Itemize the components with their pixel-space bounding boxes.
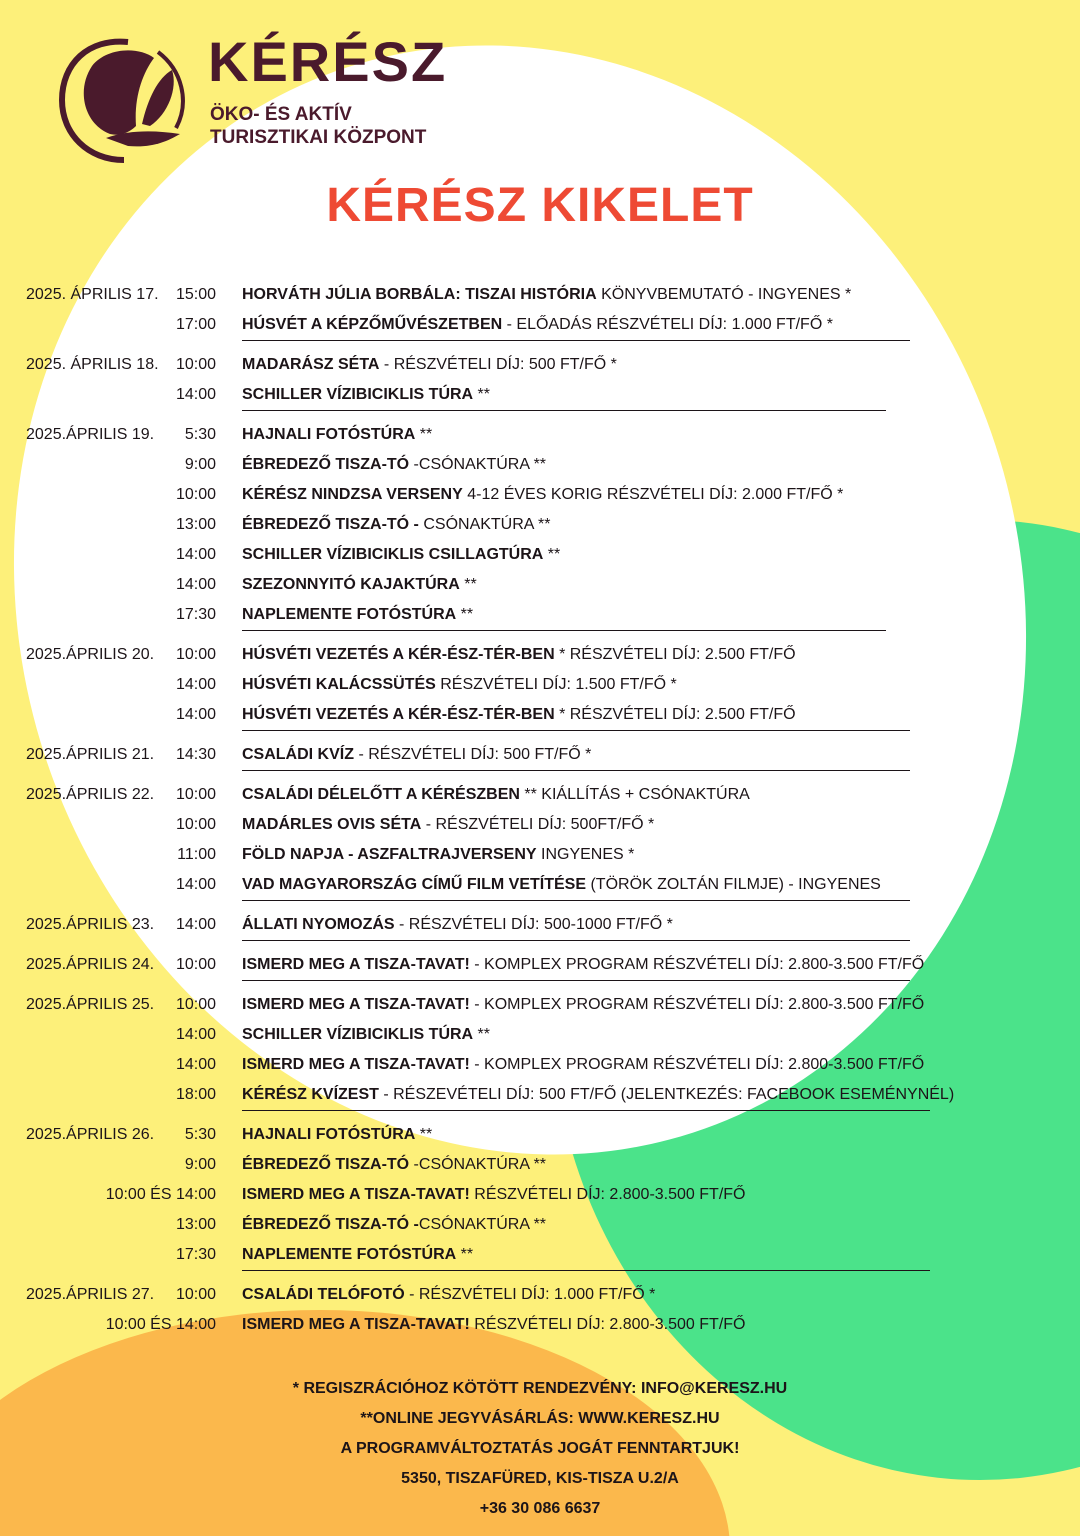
event-details: -CSÓNAKTÚRA **	[409, 456, 547, 473]
schedule-row	[0, 600, 1080, 630]
schedule-row	[0, 540, 1080, 570]
event-description	[242, 810, 654, 840]
event-description	[242, 310, 833, 340]
day-separator	[242, 340, 910, 341]
event-time: 10:00	[175, 356, 216, 373]
page-title: KÉRÉSZ KIKELET	[326, 179, 754, 232]
event-time: 14:30	[175, 746, 216, 763]
schedule-row	[0, 1020, 1080, 1050]
event-details: * RÉSZVÉTELI DÍJ: 2.500 FT/FŐ	[554, 706, 796, 723]
day-separator	[242, 1110, 930, 1111]
event-description	[242, 1020, 490, 1050]
event-time: 13:00	[175, 516, 216, 533]
event-title: MADÁRLES OVIS SÉTA	[242, 816, 422, 833]
event-time: 13:00	[175, 1216, 216, 1233]
schedule-row	[0, 510, 1080, 540]
event-details: RÉSZVÉTELI DÍJ: 1.500 FT/FŐ *	[435, 676, 677, 693]
event-description	[242, 420, 432, 450]
schedule-row	[0, 1240, 1080, 1270]
event-time: 10:00	[175, 786, 216, 803]
event-title: ÉBREDEZŐ TISZA-TÓ	[242, 456, 410, 473]
event-time: 14:00	[175, 386, 216, 403]
event-date: 2025.ÁPRILIS 25.	[26, 996, 155, 1013]
event-description	[242, 950, 924, 980]
event-details: - KOMPLEX PROGRAM RÉSZVÉTELI DÍJ: 2.800-3.500 FT/FŐ	[469, 956, 925, 973]
event-details: - KOMPLEX PROGRAM RÉSZVÉTELI DÍJ: 2.800-3.500 FT/FŐ	[469, 996, 925, 1013]
event-title: HÚSVÉTI VEZETÉS A KÉR-ÉSZ-TÉR-BEN	[242, 706, 555, 723]
event-time: 14:00	[175, 576, 216, 593]
event-description	[242, 450, 546, 480]
schedule-row	[0, 310, 1080, 340]
brand-subtitle	[210, 104, 426, 150]
event-title: HAJNALI FOTÓSTÚRA	[242, 426, 416, 443]
day-separator	[242, 900, 910, 901]
footer-line: +36 30 086 6637	[479, 1500, 601, 1517]
event-date: 2025.ÁPRILIS 20.	[26, 646, 155, 663]
event-description	[242, 510, 550, 540]
event-details: CSÓNAKTÚRA **	[418, 1216, 547, 1233]
schedule-row	[0, 670, 1080, 700]
event-date: 2025.ÁPRILIS 23.	[26, 916, 155, 933]
event-title: ÉBREDEZŐ TISZA-TÓ	[242, 1156, 410, 1173]
event-description	[242, 780, 750, 810]
event-details: **	[456, 1246, 474, 1263]
event-details: **	[415, 426, 433, 443]
event-details: - RÉSZVÉTELI DÍJ: 500 FT/FŐ *	[379, 356, 617, 373]
event-description	[242, 600, 473, 630]
schedule-row	[0, 1050, 1080, 1080]
event-time: 10:00	[175, 996, 216, 1013]
event-description	[242, 540, 560, 570]
event-description	[242, 380, 490, 410]
event-details: INGYENES *	[536, 846, 635, 863]
event-title: SZEZONNYITÓ KAJAKTÚRA	[242, 576, 460, 593]
event-time: 10:00	[175, 816, 216, 833]
schedule-row	[0, 480, 1080, 510]
event-date: 2025.ÁPRILIS 21.	[26, 746, 155, 763]
event-details: - RÉSZVÉTELI DÍJ: 1.000 FT/FŐ *	[404, 1286, 656, 1303]
event-description	[242, 840, 634, 870]
schedule-row	[0, 350, 1080, 380]
event-description	[242, 870, 881, 900]
day-separator	[242, 730, 910, 731]
event-time: 17:30	[175, 1246, 216, 1263]
brand-subtitle-line2: TURISZTIKAI KÖZPONT	[210, 126, 427, 148]
event-details: RÉSZVÉTELI DÍJ: 2.800-3.500 FT/FŐ	[469, 1186, 746, 1203]
event-description	[242, 1310, 745, 1340]
event-title: ISMERD MEG A TISZA-TAVAT!	[242, 956, 470, 973]
event-time: 10:00	[175, 646, 216, 663]
event-time: 14:00	[175, 1026, 216, 1043]
event-title: HÚSVÉTI VEZETÉS A KÉR-ÉSZ-TÉR-BEN	[242, 646, 555, 663]
event-description	[242, 1180, 745, 1210]
day-separator	[242, 940, 910, 941]
event-details: KÖNYVBEMUTATÓ - INGYENES *	[596, 286, 852, 303]
schedule-row	[0, 740, 1080, 770]
event-title: NAPLEMENTE FOTÓSTÚRA	[242, 1246, 457, 1263]
event-date: 2025.ÁPRILIS 22.	[26, 786, 155, 803]
event-details: CSÓNAKTÚRA **	[418, 516, 551, 533]
schedule-row	[0, 640, 1080, 670]
event-date: 2025. ÁPRILIS 18.	[26, 356, 159, 373]
event-description	[242, 280, 851, 310]
event-title: ISMERD MEG A TISZA-TAVAT!	[242, 1186, 470, 1203]
event-description	[242, 910, 673, 940]
schedule-row	[0, 810, 1080, 840]
event-time: 14:00	[175, 1056, 216, 1073]
brand-subtitle-line1: ÖKO- ÉS AKTÍV	[210, 104, 352, 125]
event-title: HÚSVÉTI KALÁCSSÜTÉS	[242, 676, 436, 693]
event-time: 9:00	[184, 1156, 216, 1173]
event-title: KÉRÉSZ NINDZSA VERSENY	[242, 486, 463, 503]
schedule-row	[0, 700, 1080, 730]
schedule-row	[0, 420, 1080, 450]
footer-line: * REGISZRÁCIÓHOZ KÖTÖTT RENDEZVÉNY: INFO@KERESZ.HU	[292, 1380, 788, 1397]
event-description	[242, 1280, 655, 1310]
event-details: **	[473, 386, 491, 403]
schedule-row	[0, 1210, 1080, 1240]
event-details: - RÉSZEVÉTELI DÍJ: 500 FT/FŐ (JELENTKEZÉS: FACEBOOK ESEMÉNYNÉL)	[378, 1086, 955, 1103]
event-details: RÉSZVÉTELI DÍJ: 2.800-3.500 FT/FŐ	[469, 1316, 746, 1333]
event-title: CSALÁDI TELÓFOTÓ	[242, 1286, 405, 1303]
event-time: 14:00	[175, 676, 216, 693]
footer-line: A PROGRAMVÁLTOZTATÁS JOGÁT FENNTARTJUK!	[340, 1440, 740, 1457]
event-details: - RÉSZVÉTELI DÍJ: 500FT/FŐ *	[421, 816, 655, 833]
butterfly-logo-icon	[58, 34, 193, 164]
event-description	[242, 740, 591, 770]
event-title: ÉBREDEZŐ TISZA-TÓ -	[242, 1216, 419, 1233]
event-time: 10:00 ÉS 14:00	[105, 1186, 216, 1203]
schedule-row	[0, 1280, 1080, 1310]
event-title: HÚSVÉT A KÉPZŐMŰVÉSZETBEN	[242, 316, 503, 333]
schedule-row	[0, 380, 1080, 410]
footer-line: 5350, TISZAFÜRED, KIS-TISZA U.2/A	[401, 1470, 679, 1487]
event-description	[242, 570, 477, 600]
event-details: - ELŐADÁS RÉSZVÉTELI DÍJ: 1.000 FT/FŐ *	[502, 316, 833, 333]
event-time: 15:00	[175, 286, 216, 303]
schedule-row	[0, 910, 1080, 940]
event-title: ISMERD MEG A TISZA-TAVAT!	[242, 1316, 470, 1333]
event-date: 2025.ÁPRILIS 26.	[26, 1126, 155, 1143]
event-title: VAD MAGYARORSZÁG CÍMŰ FILM VETÍTÉSE	[242, 876, 587, 893]
event-title: KÉRÉSZ KVÍZEST	[242, 1086, 379, 1103]
event-details: **	[543, 546, 561, 563]
event-time: 18:00	[175, 1086, 216, 1103]
event-description	[242, 700, 796, 730]
day-separator	[242, 1270, 930, 1271]
day-separator	[242, 770, 910, 771]
event-details: * RÉSZVÉTELI DÍJ: 2.500 FT/FŐ	[554, 646, 796, 663]
event-title: ISMERD MEG A TISZA-TAVAT!	[242, 996, 470, 1013]
schedule-row	[0, 870, 1080, 900]
event-time: 10:00	[175, 956, 216, 973]
schedule-row	[0, 1180, 1080, 1210]
event-description	[242, 670, 677, 700]
event-time: 14:00	[175, 706, 216, 723]
event-date: 2025. ÁPRILIS 17.	[26, 286, 159, 303]
event-description	[242, 1210, 546, 1240]
schedule-row	[0, 1310, 1080, 1340]
event-description	[242, 1120, 432, 1150]
event-time: 17:30	[175, 606, 216, 623]
event-description	[242, 1240, 473, 1270]
event-details: **	[459, 576, 477, 593]
day-separator	[242, 980, 910, 981]
event-title: HORVÁTH JÚLIA BORBÁLA: TISZAI HISTÓRIA	[242, 286, 597, 303]
event-title: SCHILLER VÍZIBICIKLIS CSILLAGTÚRA	[242, 546, 544, 563]
event-time: 5:30	[184, 1126, 216, 1143]
event-time: 9:00	[184, 456, 216, 473]
event-details: ** KIÁLLÍTÁS + CSÓNAKTÚRA	[519, 786, 750, 803]
event-time: 17:00	[175, 316, 216, 333]
event-title: SCHILLER VÍZIBICIKLIS TÚRA	[242, 1026, 474, 1043]
event-time: 10:00	[175, 1286, 216, 1303]
event-title: MADARÁSZ SÉTA	[242, 356, 380, 373]
event-description	[242, 480, 843, 510]
event-title: CSALÁDI DÉLELŐTT A KÉRÉSZBEN	[242, 786, 520, 803]
schedule-row	[0, 950, 1080, 980]
brand-name: KÉRÉSZ	[208, 30, 448, 93]
event-time: 14:00	[175, 916, 216, 933]
schedule-row	[0, 840, 1080, 870]
event-details: - RÉSZVÉTELI DÍJ: 500 FT/FŐ *	[354, 746, 592, 763]
day-separator	[242, 410, 886, 411]
event-details: -CSÓNAKTÚRA **	[409, 1156, 547, 1173]
event-date: 2025.ÁPRILIS 24.	[26, 956, 155, 973]
event-description	[242, 990, 924, 1020]
event-title: CSALÁDI KVÍZ	[242, 746, 354, 763]
event-time: 10:00	[175, 486, 216, 503]
event-title: HAJNALI FOTÓSTÚRA	[242, 1126, 416, 1143]
schedule-row	[0, 280, 1080, 310]
schedule-row	[0, 1120, 1080, 1150]
event-title: ÁLLATI NYOMOZÁS	[242, 916, 395, 933]
event-details: - KOMPLEX PROGRAM RÉSZVÉTELI DÍJ: 2.800-3.500 FT/FŐ	[469, 1056, 925, 1073]
event-details: **	[456, 606, 474, 623]
event-title: ISMERD MEG A TISZA-TAVAT!	[242, 1056, 470, 1073]
event-description	[242, 350, 617, 380]
event-title: FÖLD NAPJA - ASZFALTRAJVERSENY	[242, 846, 537, 863]
event-description	[242, 1150, 546, 1180]
footer-info	[0, 1374, 1080, 1524]
event-details: (TÖRÖK ZOLTÁN FILMJE) - INGYENES	[586, 876, 881, 893]
event-date: 2025.ÁPRILIS 19.	[26, 426, 155, 443]
event-description	[242, 640, 796, 670]
event-details: **	[415, 1126, 433, 1143]
day-separator	[242, 630, 886, 631]
event-details: **	[473, 1026, 491, 1043]
schedule-row	[0, 1080, 1080, 1110]
schedule-row	[0, 990, 1080, 1020]
event-time: 5:30	[184, 426, 216, 443]
event-time: 10:00 ÉS 14:00	[105, 1316, 216, 1333]
footer-line: **ONLINE JEGYVÁSÁRLÁS: WWW.KERESZ.HU	[360, 1410, 720, 1427]
schedule-row	[0, 450, 1080, 480]
brand-logo	[58, 30, 498, 164]
event-title: SCHILLER VÍZIBICIKLIS TÚRA	[242, 386, 474, 403]
event-title: ÉBREDEZŐ TISZA-TÓ -	[242, 516, 419, 533]
schedule-row	[0, 780, 1080, 810]
event-date: 2025.ÁPRILIS 27.	[26, 1286, 155, 1303]
event-details: - RÉSZVÉTELI DÍJ: 500-1000 FT/FŐ *	[394, 916, 673, 933]
event-time: 11:00	[177, 846, 216, 863]
event-title: NAPLEMENTE FOTÓSTÚRA	[242, 606, 457, 623]
event-description	[242, 1080, 954, 1110]
event-time: 14:00	[175, 876, 216, 893]
event-description	[242, 1050, 924, 1080]
schedule-row	[0, 1150, 1080, 1180]
event-details: 4-12 ÉVES KORIG RÉSZVÉTELI DÍJ: 2.000 FT/FŐ *	[462, 486, 844, 503]
event-time: 14:00	[175, 546, 216, 563]
schedule-row	[0, 570, 1080, 600]
